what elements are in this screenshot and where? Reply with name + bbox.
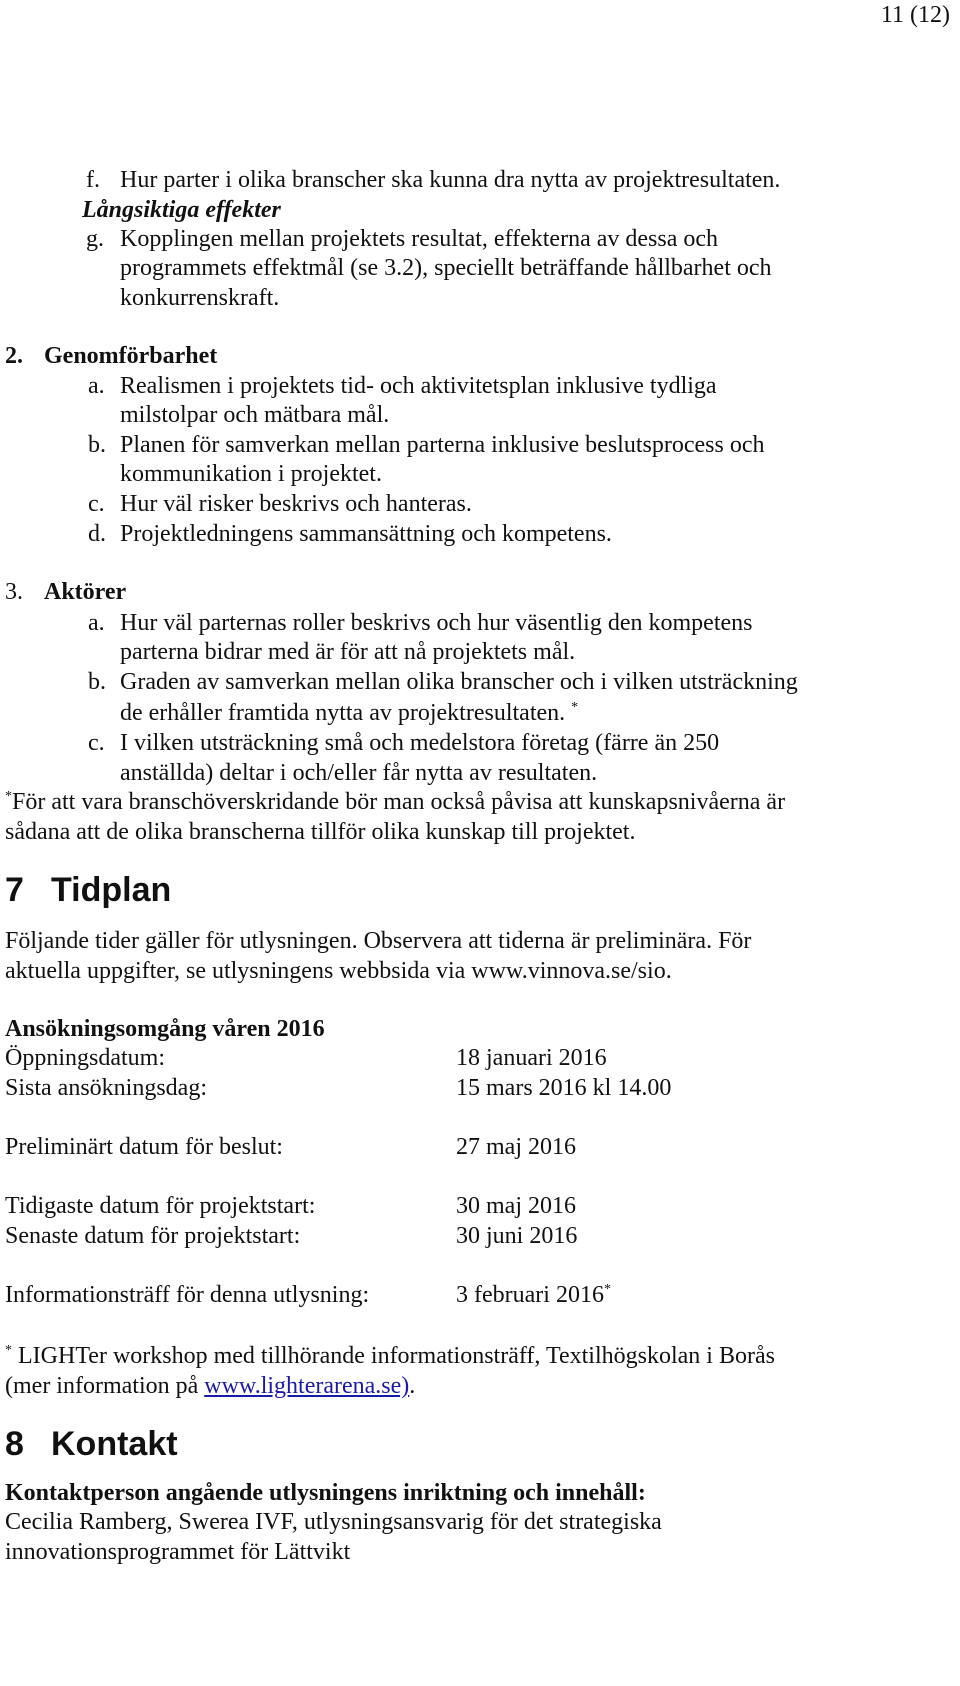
item-text-line: programmets effektmål (se 3.2), speciellt beträffande hållbarhet och (120, 255, 772, 281)
workshop-note-text: LIGHTer workshop med tillhörande informationsträff, Textilhögskolan i Borås (18, 1343, 775, 1369)
item-label: d. (88, 521, 106, 547)
heading-title: Tidplan (51, 871, 172, 909)
item-text-line: I vilken utsträckning små och medelstora företag (färre än 250 (120, 730, 720, 756)
item-label: b. (88, 432, 106, 458)
schedule-label: Öppningsdatum: (5, 1045, 165, 1071)
item-text-line: kommunikation i projektet. (120, 461, 382, 487)
footnote-line: sådana att de olika branscherna tillför olika kunskap till projektet. (5, 819, 636, 845)
heading-kontakt (5, 1424, 178, 1464)
item-label: c. (88, 491, 105, 517)
long-term-effects-heading: Långsiktiga effekter (82, 197, 281, 223)
item-text: Projektledningens sammansättning och kompetens. (120, 521, 612, 547)
workshop-note-line (5, 1340, 775, 1372)
section-3-number: 3. (5, 579, 23, 605)
schedule-row (5, 1220, 578, 1252)
schedule-row (5, 1131, 576, 1163)
item-text: de erhåller framtida nytta av projektresultaten. (120, 700, 566, 726)
note-suffix: . (409, 1373, 416, 1399)
schedule-value: 30 maj 2016 (456, 1193, 576, 1219)
item-label: a. (88, 610, 105, 636)
schedule-row (5, 1190, 576, 1222)
item-label: b. (88, 669, 106, 695)
schedule-row (5, 1042, 607, 1074)
schedule-value: 30 juni 2016 (456, 1223, 578, 1249)
item-text-line: Realismen i projektets tid- och aktivitetsplan inklusive tydliga (120, 373, 717, 399)
section-3-title: Aktörer (44, 579, 127, 605)
item-text: Hur väl risker beskrivs och hanteras. (120, 491, 472, 517)
contact-subheading: Kontaktperson angående utlysningens inriktning och innehåll: (5, 1480, 646, 1506)
item-text-line: anställda) deltar i och/eller får nytta av resultaten. (120, 760, 598, 786)
schedule-label: Informationsträff för denna utlysning: (5, 1282, 370, 1308)
item-label: c. (88, 730, 105, 756)
item-label: a. (88, 373, 105, 399)
footnote-marker: * (571, 700, 579, 715)
contact-line: innovationsprogrammet för Lättvikt (5, 1539, 351, 1565)
item-text-line: Hur väl parternas roller beskrivs och hur väsentlig den kompetens (120, 610, 753, 636)
footnote-line (5, 786, 785, 818)
footnote-marker: * (603, 1282, 611, 1297)
item-text-line: konkurrenskraft. (120, 285, 280, 311)
heading-number: 7 (5, 871, 24, 909)
heading-tidplan (5, 870, 171, 910)
schedule-label: Tidigaste datum för projektstart: (5, 1193, 316, 1219)
round-heading: Ansökningsomgång våren 2016 (5, 1016, 325, 1042)
item-text-line: Kopplingen mellan projektets resultat, effekterna av dessa och (120, 226, 719, 252)
item-text-line: Planen för samverkan mellan parterna inklusive beslutsprocess och (120, 432, 765, 458)
schedule-value-wrap (456, 1279, 611, 1311)
schedule-label: Sista ansökningsdag: (5, 1075, 207, 1101)
item-text-line: milstolpar och mätbara mål. (120, 402, 390, 428)
workshop-note-line (5, 1370, 415, 1402)
section-2-number: 2. (5, 343, 23, 369)
lighterarena-link[interactable]: www.lighterarena.se) (204, 1373, 410, 1399)
schedule-label: Preliminärt datum för beslut: (5, 1134, 283, 1160)
footnote-marker: * (5, 789, 12, 804)
item-text-line (120, 697, 578, 729)
item-label: f. (86, 167, 100, 193)
item-label: g. (86, 226, 104, 252)
heading-title: Kontakt (51, 1425, 178, 1463)
item-text-line: parterna bidrar med är för att nå projektets mål. (120, 639, 576, 665)
schedule-label: Senaste datum för projektstart: (5, 1223, 301, 1249)
item-text-line: Graden av samverkan mellan olika branscher och i vilken utsträckning (120, 669, 798, 695)
footnote-marker: * (5, 1343, 12, 1358)
heading-number: 8 (5, 1425, 24, 1463)
schedule-row (5, 1279, 611, 1311)
schedule-value: 15 mars 2016 kl 14.00 (456, 1075, 672, 1101)
footnote-text: För att vara branschöverskridande bör man också påvisa att kunskapsnivåerna är (12, 789, 786, 815)
schedule-value: 27 maj 2016 (456, 1134, 576, 1160)
contact-line: Cecilia Ramberg, Swerea IVF, utlysningsansvarig för det strategiska (5, 1509, 662, 1535)
page-number: 11 (12) (880, 2, 950, 28)
intro-line: aktuella uppgifter, se utlysningens webbsida via www.vinnova.se/sio. (5, 958, 672, 984)
schedule-value: 3 februari 2016 (456, 1282, 604, 1308)
note-prefix: (mer information på (5, 1373, 205, 1399)
schedule-value: 18 januari 2016 (456, 1045, 607, 1071)
schedule-row (5, 1072, 672, 1104)
item-text: Hur parter i olika branscher ska kunna dra nytta av projektresultaten. (120, 167, 781, 193)
intro-line: Följande tider gäller för utlysningen. Observera att tiderna är preliminära. För (5, 928, 752, 954)
section-2-title: Genomförbarhet (44, 343, 218, 369)
